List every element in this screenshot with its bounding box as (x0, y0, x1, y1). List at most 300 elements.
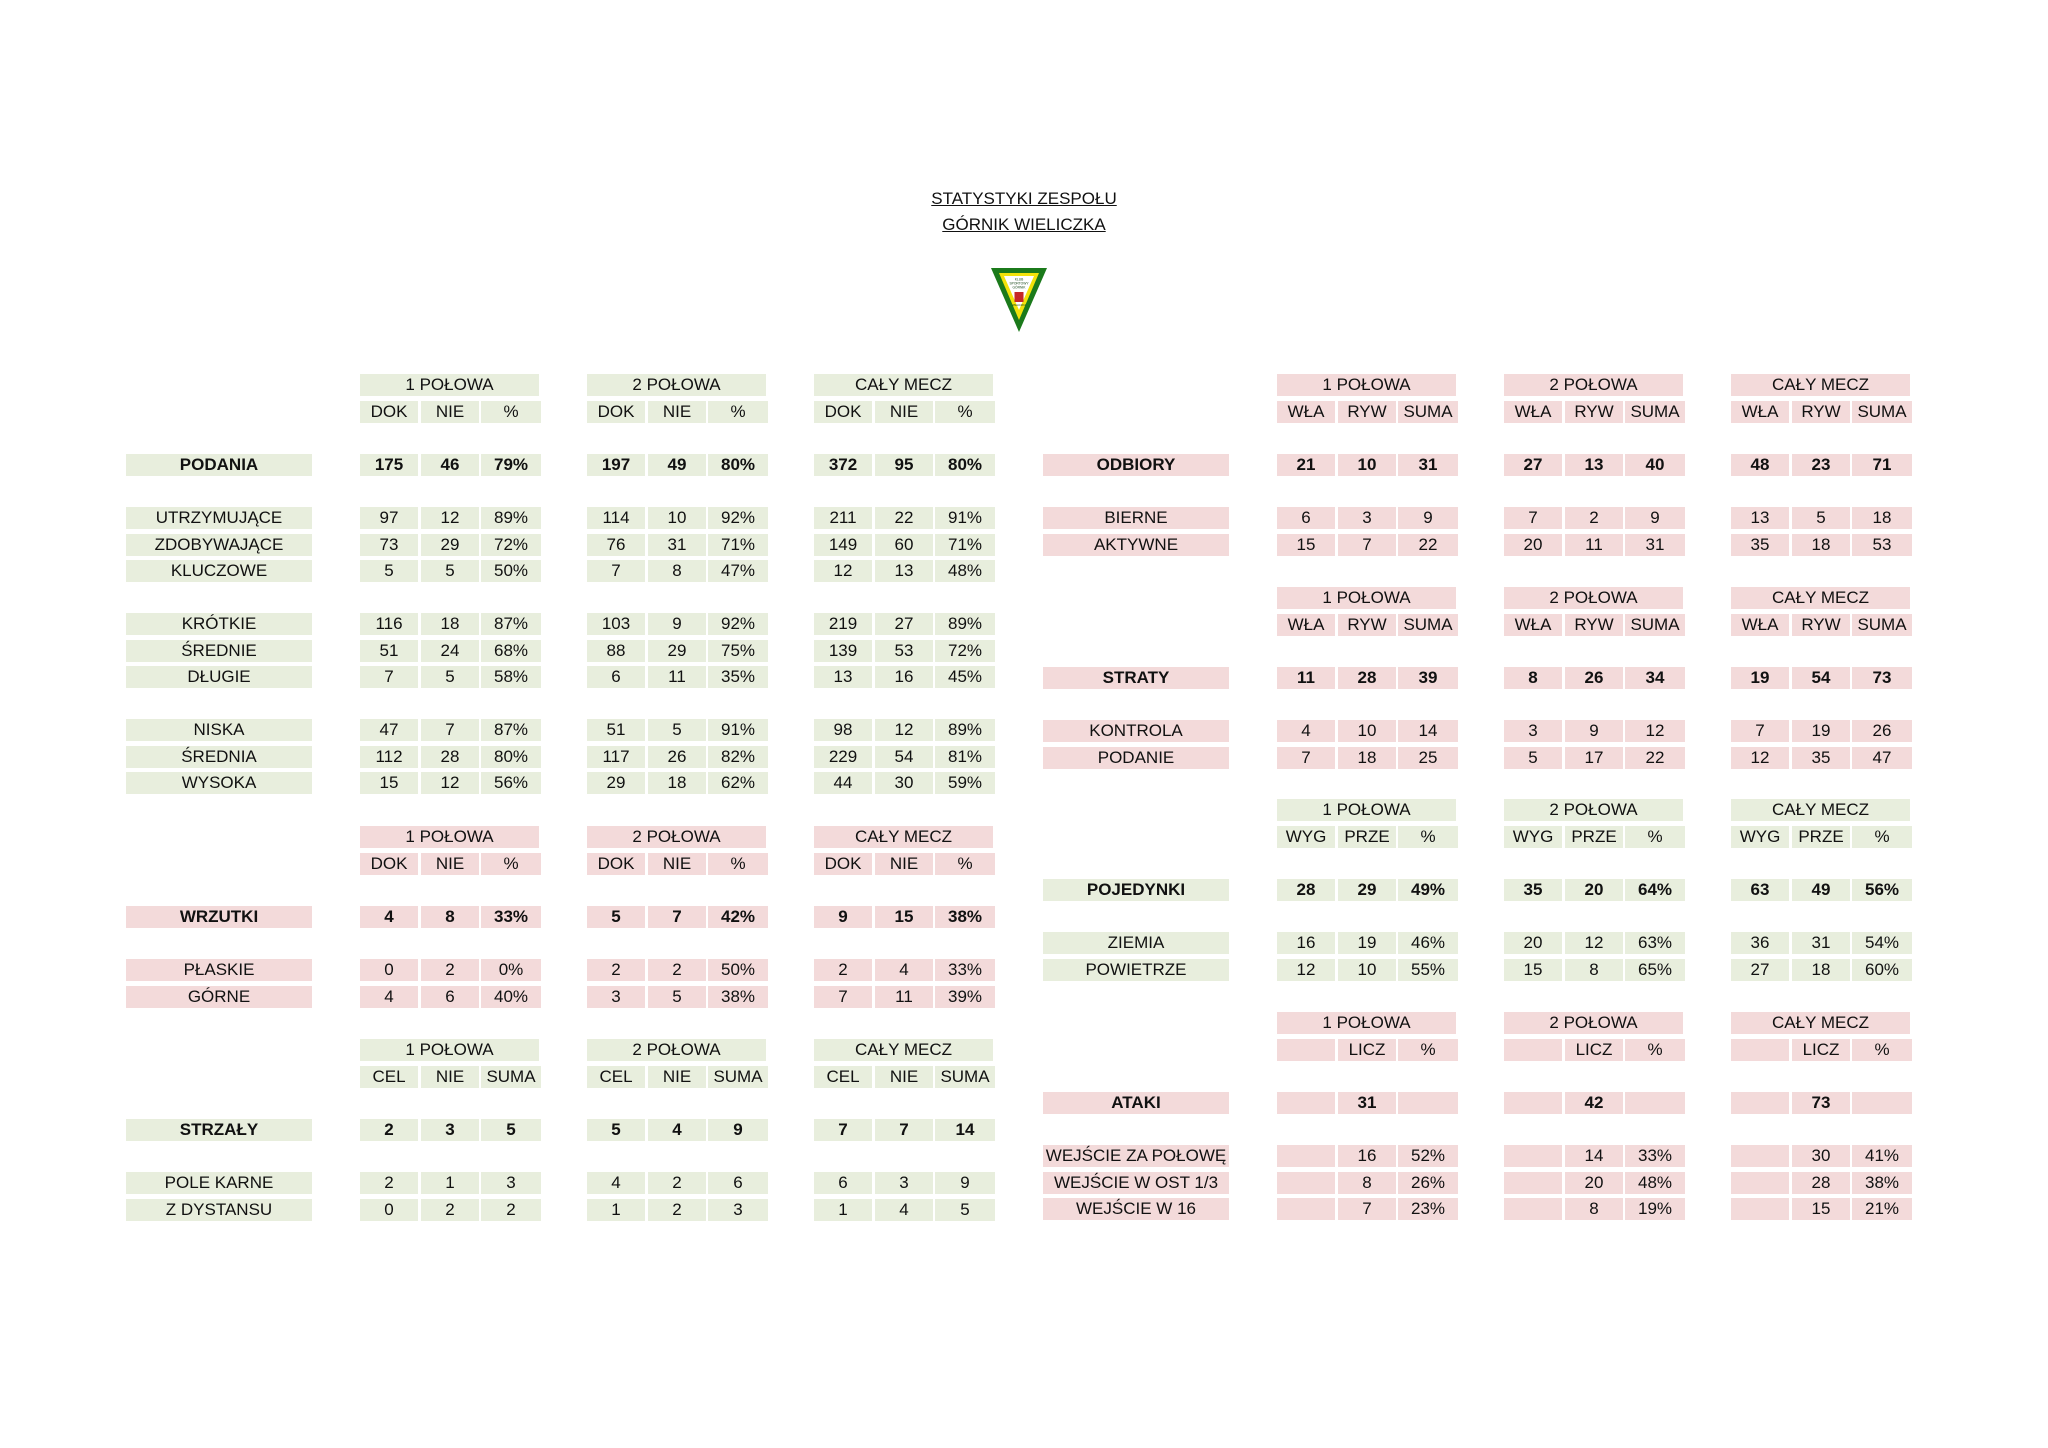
value-cell: 3 (1338, 507, 1396, 529)
value-cell: 92% (708, 613, 768, 635)
value-cell: 75% (708, 640, 768, 662)
row-label: BIERNE (1043, 507, 1229, 529)
value-cell: 372 (814, 454, 872, 476)
value-cell: 15 (1277, 534, 1335, 556)
value-cell: 6 (1277, 507, 1335, 529)
podania-half-header: 2 POŁOWA (587, 374, 766, 396)
ataki-row (0, 1145, 2048, 1167)
value-cell (1504, 1145, 1562, 1167)
value-cell: 6 (587, 666, 645, 688)
value-cell: 11 (875, 986, 933, 1008)
value-cell: 3 (1504, 720, 1562, 742)
value-cell: 76 (587, 534, 645, 556)
value-cell (1504, 1092, 1562, 1114)
value-cell: 18 (1338, 747, 1396, 769)
odbiory-column-header-row (0, 401, 2048, 423)
value-cell: 13 (1565, 454, 1623, 476)
wrzutki-row (0, 986, 2048, 1008)
value-cell: 7 (587, 560, 645, 582)
ataki-column-header-row (0, 1039, 2048, 1061)
value-cell: 20 (1504, 932, 1562, 954)
row-label: DŁUGIE (126, 666, 312, 688)
value-cell: 71% (708, 534, 768, 556)
value-cell: 10 (1338, 454, 1396, 476)
odbiory-column-header: SUMA (1398, 401, 1458, 423)
value-cell: 9 (708, 1119, 768, 1141)
podania-half-header: 1 POŁOWA (360, 374, 539, 396)
value-cell: 98 (814, 719, 872, 741)
value-cell: 2 (421, 959, 479, 981)
podania-column-header: DOK (814, 401, 872, 423)
row-label: ATAKI (1043, 1092, 1229, 1114)
value-cell: 25 (1398, 747, 1458, 769)
value-cell: 7 (875, 1119, 933, 1141)
pojedynki-half-header: 2 POŁOWA (1504, 799, 1683, 821)
value-cell: 49 (1792, 879, 1850, 901)
wrzutki-column-header: % (481, 853, 541, 875)
pojedynki-column-header-row (0, 826, 2048, 848)
value-cell: 19 (1792, 720, 1850, 742)
value-cell: 95 (875, 454, 933, 476)
value-cell: 197 (587, 454, 645, 476)
value-cell: 5 (648, 986, 706, 1008)
value-cell (1277, 1092, 1335, 1114)
wrzutki-column-header: NIE (421, 853, 479, 875)
value-cell: 21% (1852, 1198, 1912, 1220)
value-cell: 38% (1852, 1172, 1912, 1194)
value-cell: 20 (1565, 1172, 1623, 1194)
value-cell: 5 (587, 906, 645, 928)
value-cell: 23% (1398, 1198, 1458, 1220)
podania-column-header: NIE (421, 401, 479, 423)
value-cell: 7 (1277, 747, 1335, 769)
value-cell (1731, 1172, 1789, 1194)
value-cell: 8 (648, 560, 706, 582)
pojedynki-column-header: WYG (1731, 826, 1789, 848)
value-cell: 12 (875, 719, 933, 741)
value-cell: 63 (1731, 879, 1789, 901)
row-label: Z DYSTANSU (126, 1199, 312, 1221)
value-cell: 50% (708, 959, 768, 981)
row-label: STRZAŁY (126, 1119, 312, 1141)
value-cell: 0% (481, 959, 541, 981)
ataki-column-header: LICZ (1792, 1039, 1850, 1061)
value-cell: 19% (1625, 1198, 1685, 1220)
value-cell: 11 (648, 666, 706, 688)
value-cell: 18 (1792, 959, 1850, 981)
value-cell: 15 (875, 906, 933, 928)
value-cell: 9 (1625, 507, 1685, 529)
value-cell: 97 (360, 507, 418, 529)
value-cell: 28 (1338, 667, 1396, 689)
value-cell: 55% (1398, 959, 1458, 981)
value-cell: 33% (935, 959, 995, 981)
value-cell: 26 (1852, 720, 1912, 742)
odbiory-column-header: RYW (1792, 401, 1850, 423)
value-cell: 11 (1277, 667, 1335, 689)
value-cell: 68% (481, 640, 541, 662)
value-cell: 12 (814, 560, 872, 582)
value-cell: 2 (1565, 507, 1623, 529)
crest-text-2: SPORTOWY (1009, 281, 1029, 286)
value-cell: 229 (814, 746, 872, 768)
value-cell: 63% (1625, 932, 1685, 954)
value-cell: 30 (875, 772, 933, 794)
wrzutki-column-header: % (708, 853, 768, 875)
row-label: ODBIORY (1043, 454, 1229, 476)
value-cell: 29 (1338, 879, 1396, 901)
value-cell: 18 (421, 613, 479, 635)
value-cell: 33% (481, 906, 541, 928)
value-cell: 175 (360, 454, 418, 476)
value-cell: 117 (587, 746, 645, 768)
pojedynki-column-header: PRZE (1565, 826, 1623, 848)
value-cell: 54% (1852, 932, 1912, 954)
value-cell: 12 (421, 772, 479, 794)
pojedynki-column-header: PRZE (1338, 826, 1396, 848)
pojedynki-column-header: % (1852, 826, 1912, 848)
strzaly-summary-row (0, 1119, 2048, 1141)
value-cell: 16 (1338, 1145, 1396, 1167)
value-cell: 36 (1731, 932, 1789, 954)
value-cell: 31 (1792, 932, 1850, 954)
value-cell: 89% (935, 613, 995, 635)
pojedynki-summary-row (0, 879, 2048, 901)
podania-column-header: NIE (648, 401, 706, 423)
value-cell: 26% (1398, 1172, 1458, 1194)
row-label: POLE KARNE (126, 1172, 312, 1194)
value-cell: 47 (360, 719, 418, 741)
row-label: NISKA (126, 719, 312, 741)
podania-column-header: NIE (875, 401, 933, 423)
value-cell: 1 (587, 1199, 645, 1221)
ataki-column-header (1277, 1039, 1335, 1061)
value-cell: 71% (935, 534, 995, 556)
value-cell: 16 (875, 666, 933, 688)
wrzutki-column-header: DOK (587, 853, 645, 875)
value-cell: 40% (481, 986, 541, 1008)
value-cell: 18 (1852, 507, 1912, 529)
value-cell: 12 (1731, 747, 1789, 769)
value-cell: 29 (648, 640, 706, 662)
value-cell: 9 (814, 906, 872, 928)
ataki-column-header: % (1852, 1039, 1912, 1061)
value-cell: 4 (360, 986, 418, 1008)
odbiory-column-header: WŁA (1504, 401, 1562, 423)
value-cell: 8 (1338, 1172, 1396, 1194)
pojedynki-half-header: CAŁY MECZ (1731, 799, 1910, 821)
value-cell: 38% (935, 906, 995, 928)
strzaly-half-header: 1 POŁOWA (360, 1039, 539, 1061)
row-label: WRZUTKI (126, 906, 312, 928)
odbiory-half-header: 2 POŁOWA (1504, 374, 1683, 396)
wrzutki-half-header: 1 POŁOWA (360, 826, 539, 848)
value-cell: 39% (935, 986, 995, 1008)
value-cell: 116 (360, 613, 418, 635)
odbiory-column-header: SUMA (1852, 401, 1912, 423)
straty-column-header: WŁA (1731, 614, 1789, 636)
value-cell: 40 (1625, 454, 1685, 476)
value-cell: 2 (587, 959, 645, 981)
value-cell: 211 (814, 507, 872, 529)
odbiory-column-header: RYW (1565, 401, 1623, 423)
value-cell: 0 (360, 959, 418, 981)
value-cell: 82% (708, 746, 768, 768)
wrzutki-summary-row (0, 906, 2048, 928)
value-cell: 14 (935, 1119, 995, 1141)
value-cell: 80% (935, 454, 995, 476)
value-cell: 72% (935, 640, 995, 662)
value-cell: 10 (1338, 720, 1396, 742)
value-cell: 91% (935, 507, 995, 529)
value-cell: 21 (1277, 454, 1335, 476)
value-cell: 5 (935, 1199, 995, 1221)
value-cell: 22 (1625, 747, 1685, 769)
value-cell: 58% (481, 666, 541, 688)
value-cell (1277, 1198, 1335, 1220)
row-label: ŚREDNIE (126, 640, 312, 662)
value-cell: 48% (1625, 1172, 1685, 1194)
value-cell (1504, 1198, 1562, 1220)
value-cell: 73 (1792, 1092, 1850, 1114)
value-cell: 5 (421, 560, 479, 582)
value-cell: 4 (1277, 720, 1335, 742)
strzaly-column-header: NIE (421, 1066, 479, 1088)
ataki-column-header: LICZ (1338, 1039, 1396, 1061)
value-cell: 10 (1338, 959, 1396, 981)
strzaly-half-header: 2 POŁOWA (587, 1039, 766, 1061)
value-cell: 38% (708, 986, 768, 1008)
value-cell: 5 (587, 1119, 645, 1141)
value-cell: 5 (648, 719, 706, 741)
odbiory-half-header: CAŁY MECZ (1731, 374, 1910, 396)
value-cell: 3 (587, 986, 645, 1008)
strzaly-column-header: SUMA (481, 1066, 541, 1088)
value-cell: 51 (587, 719, 645, 741)
value-cell: 219 (814, 613, 872, 635)
value-cell: 9 (1398, 507, 1458, 529)
value-cell: 13 (875, 560, 933, 582)
value-cell: 29 (587, 772, 645, 794)
value-cell: 3 (708, 1199, 768, 1221)
value-cell: 31 (648, 534, 706, 556)
wrzutki-column-header: NIE (875, 853, 933, 875)
value-cell: 31 (1398, 454, 1458, 476)
value-cell: 12 (1565, 932, 1623, 954)
odbiory-column-header: WŁA (1731, 401, 1789, 423)
value-cell: 149 (814, 534, 872, 556)
value-cell: 27 (875, 613, 933, 635)
value-cell: 35 (1504, 879, 1562, 901)
value-cell: 18 (1792, 534, 1850, 556)
row-label: KONTROLA (1043, 720, 1229, 742)
value-cell (1277, 1145, 1335, 1167)
value-cell: 9 (1565, 720, 1623, 742)
value-cell: 35 (1731, 534, 1789, 556)
value-cell: 15 (1792, 1198, 1850, 1220)
ataki-column-header (1504, 1039, 1562, 1061)
value-cell: 5 (421, 666, 479, 688)
value-cell: 29 (421, 534, 479, 556)
value-cell: 8 (421, 906, 479, 928)
value-cell: 65% (1625, 959, 1685, 981)
value-cell: 56% (1852, 879, 1912, 901)
value-cell: 73 (360, 534, 418, 556)
value-cell: 8 (1565, 959, 1623, 981)
value-cell: 17 (1565, 747, 1623, 769)
value-cell: 103 (587, 613, 645, 635)
value-cell: 42 (1565, 1092, 1623, 1114)
strzaly-column-header: CEL (360, 1066, 418, 1088)
straty-column-header: WŁA (1504, 614, 1562, 636)
value-cell: 89% (481, 507, 541, 529)
club-crest-icon (989, 266, 1049, 336)
value-cell (1731, 1145, 1789, 1167)
value-cell: 6 (421, 986, 479, 1008)
podania-row (0, 772, 2048, 794)
straty-half-header: 1 POŁOWA (1277, 587, 1456, 609)
value-cell: 3 (421, 1119, 479, 1141)
straty-row (0, 747, 2048, 769)
ataki-summary-row (0, 1092, 2048, 1114)
value-cell: 20 (1504, 534, 1562, 556)
value-cell (1398, 1092, 1458, 1114)
value-cell: 53 (875, 640, 933, 662)
pojedynki-half-header: 1 POŁOWA (1277, 799, 1456, 821)
value-cell: 51 (360, 640, 418, 662)
value-cell: 12 (421, 507, 479, 529)
straty-half-header: 2 POŁOWA (1504, 587, 1683, 609)
odbiory-row (0, 507, 2048, 529)
ataki-half-header: 2 POŁOWA (1504, 1012, 1683, 1034)
pojedynki-column-header: % (1625, 826, 1685, 848)
value-cell: 33% (1625, 1145, 1685, 1167)
strzaly-column-header: CEL (814, 1066, 872, 1088)
crest-text-1: KLUB (1014, 277, 1024, 282)
value-cell: 73 (1852, 667, 1912, 689)
value-cell: 92% (708, 507, 768, 529)
value-cell: 3 (481, 1172, 541, 1194)
row-label: PODANIE (1043, 747, 1229, 769)
value-cell: 7 (1338, 534, 1396, 556)
value-cell: 31 (1338, 1092, 1396, 1114)
value-cell: 2 (648, 1199, 706, 1221)
value-cell: 8 (1504, 667, 1562, 689)
value-cell: 11 (1565, 534, 1623, 556)
row-label: WYSOKA (126, 772, 312, 794)
value-cell: 13 (814, 666, 872, 688)
value-cell: 46% (1398, 932, 1458, 954)
value-cell: 18 (648, 772, 706, 794)
value-cell: 7 (648, 906, 706, 928)
row-label: WEJŚCIE W 16 (1043, 1198, 1229, 1220)
strzaly-column-header: NIE (875, 1066, 933, 1088)
podania-column-header: DOK (360, 401, 418, 423)
wrzutki-column-header: NIE (648, 853, 706, 875)
value-cell: 2 (814, 959, 872, 981)
value-cell: 12 (1277, 959, 1335, 981)
pojedynki-column-header: WYG (1277, 826, 1335, 848)
straty-summary-row (0, 667, 2048, 689)
value-cell: 9 (935, 1172, 995, 1194)
row-label: KRÓTKIE (126, 613, 312, 635)
value-cell: 47 (1852, 747, 1912, 769)
value-cell: 60% (1852, 959, 1912, 981)
value-cell: 80% (708, 454, 768, 476)
value-cell: 49% (1398, 879, 1458, 901)
row-label: PODANIA (126, 454, 312, 476)
value-cell: 71 (1852, 454, 1912, 476)
value-cell: 2 (648, 959, 706, 981)
value-cell: 3 (875, 1172, 933, 1194)
value-cell: 41% (1852, 1145, 1912, 1167)
value-cell: 44 (814, 772, 872, 794)
team-name: GÓRNIK WIELICZKA (942, 215, 1106, 234)
value-cell: 15 (1504, 959, 1562, 981)
value-cell: 14 (1565, 1145, 1623, 1167)
podania-half-header: CAŁY MECZ (814, 374, 993, 396)
value-cell: 20 (1565, 879, 1623, 901)
value-cell: 19 (1338, 932, 1396, 954)
value-cell: 48% (935, 560, 995, 582)
value-cell: 4 (875, 959, 933, 981)
value-cell: 87% (481, 613, 541, 635)
value-cell: 35 (1792, 747, 1850, 769)
value-cell: 10 (648, 507, 706, 529)
value-cell: 7 (814, 986, 872, 1008)
straty-column-header: RYW (1565, 614, 1623, 636)
value-cell: 7 (1504, 507, 1562, 529)
pojedynki-row (0, 932, 2048, 954)
value-cell: 56% (481, 772, 541, 794)
value-cell: 23 (1792, 454, 1850, 476)
value-cell: 114 (587, 507, 645, 529)
crest-emblem (1015, 292, 1024, 302)
row-label: GÓRNE (126, 986, 312, 1008)
wrzutki-half-header: 2 POŁOWA (587, 826, 766, 848)
value-cell (1504, 1172, 1562, 1194)
value-cell: 22 (875, 507, 933, 529)
value-cell: 60 (875, 534, 933, 556)
value-cell: 28 (1792, 1172, 1850, 1194)
value-cell: 46 (421, 454, 479, 476)
wrzutki-column-header-row (0, 853, 2048, 875)
ataki-column-header: % (1625, 1039, 1685, 1061)
crest-text-4: WIELICZKA (1012, 304, 1026, 307)
odbiory-column-header: RYW (1338, 401, 1396, 423)
value-cell: 88 (587, 640, 645, 662)
straty-column-header: SUMA (1625, 614, 1685, 636)
value-cell: 2 (360, 1119, 418, 1141)
straty-column-header: WŁA (1277, 614, 1335, 636)
value-cell: 62% (708, 772, 768, 794)
odbiory-column-header: WŁA (1277, 401, 1335, 423)
value-cell: 31 (1625, 534, 1685, 556)
ataki-half-header: 1 POŁOWA (1277, 1012, 1456, 1034)
value-cell: 2 (360, 1172, 418, 1194)
wrzutki-column-header: DOK (814, 853, 872, 875)
value-cell (1625, 1092, 1685, 1114)
value-cell: 5 (1792, 507, 1850, 529)
value-cell: 6 (708, 1172, 768, 1194)
ataki-column-header: % (1398, 1039, 1458, 1061)
ataki-row (0, 1198, 2048, 1220)
strzaly-column-header: SUMA (935, 1066, 995, 1088)
value-cell: 91% (708, 719, 768, 741)
podania-column-header: % (935, 401, 995, 423)
ataki-row (0, 1172, 2048, 1194)
straty-column-header: SUMA (1852, 614, 1912, 636)
